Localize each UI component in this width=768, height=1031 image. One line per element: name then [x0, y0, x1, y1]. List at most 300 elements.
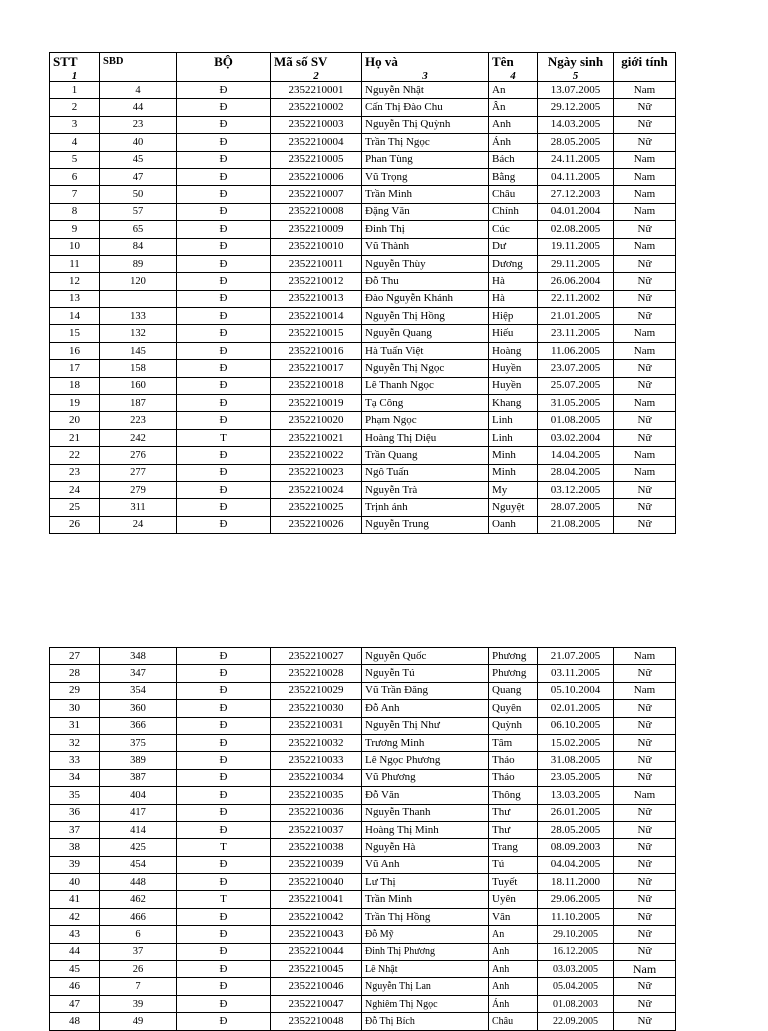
cell-bo: T [177, 839, 271, 856]
cell-ho-va: Đỗ Anh [362, 700, 489, 717]
cell-bo: Đ [177, 221, 271, 238]
cell-sbd: 23 [100, 116, 177, 133]
header-ho-va: Họ và [362, 53, 489, 71]
cell-ten: Bách [489, 151, 538, 168]
cell-ma-so-sv: 2352210001 [271, 82, 362, 99]
cell-gioi-tinh: Nam [614, 82, 676, 99]
cell-ngay-sinh: 29.10.2005 [538, 926, 614, 943]
cell-bo: Đ [177, 734, 271, 751]
cell-ngay-sinh: 14.03.2005 [538, 116, 614, 133]
cell-ho-va: Nguyễn Thùy [362, 255, 489, 272]
cell-stt: 18 [50, 377, 100, 394]
cell-gioi-tinh: Nữ [614, 926, 676, 943]
cell-stt: 30 [50, 700, 100, 717]
table-row [50, 874, 676, 891]
cell-gioi-tinh: Nữ [614, 516, 676, 533]
table-row [50, 717, 676, 734]
cell-bo: Đ [177, 464, 271, 481]
cell-ho-va: Trần Quang [362, 447, 489, 464]
cell-ngay-sinh: 21.08.2005 [538, 516, 614, 533]
cell-ngay-sinh: 27.12.2003 [538, 186, 614, 203]
cell-sbd: 425 [100, 839, 177, 856]
cell-ho-va: Đỗ Văn [362, 787, 489, 804]
cell-ngay-sinh: 26.06.2004 [538, 273, 614, 290]
cell-ten: Phương [489, 648, 538, 665]
cell-ten: Uyên [489, 891, 538, 908]
table-row [50, 447, 676, 464]
table-row [50, 787, 676, 804]
student-table-page-2 [49, 647, 676, 1031]
cell-ten: Thông [489, 787, 538, 804]
table-row [50, 752, 676, 769]
cell-ho-va: Vũ Thành [362, 238, 489, 255]
cell-ma-so-sv: 2352210007 [271, 186, 362, 203]
column-number-ten: 4 [489, 70, 538, 82]
cell-ho-va: Trần Minh [362, 186, 489, 203]
cell-stt: 15 [50, 325, 100, 342]
cell-gioi-tinh: Nữ [614, 874, 676, 891]
cell-stt: 48 [50, 1013, 100, 1030]
cell-bo: Đ [177, 769, 271, 786]
cell-sbd: 387 [100, 769, 177, 786]
cell-ten: Linh [489, 429, 538, 446]
cell-ma-so-sv: 2352210037 [271, 821, 362, 838]
cell-bo: Đ [177, 168, 271, 185]
header-row [50, 53, 676, 71]
cell-stt: 29 [50, 682, 100, 699]
cell-ma-so-sv: 2352210028 [271, 665, 362, 682]
table-row [50, 273, 676, 290]
cell-gioi-tinh: Nam [614, 447, 676, 464]
cell-ho-va: Trần Minh [362, 891, 489, 908]
cell-sbd: 276 [100, 447, 177, 464]
cell-gioi-tinh: Nữ [614, 273, 676, 290]
cell-ma-so-sv: 2352210041 [271, 891, 362, 908]
cell-bo: Đ [177, 481, 271, 498]
cell-ten: Oanh [489, 516, 538, 533]
cell-ma-so-sv: 2352210025 [271, 499, 362, 516]
cell-ten: Bằng [489, 168, 538, 185]
cell-bo: Đ [177, 1013, 271, 1030]
cell-sbd: 454 [100, 856, 177, 873]
cell-ho-va: Hoàng Thị Diệu [362, 429, 489, 446]
cell-ma-so-sv: 2352210018 [271, 377, 362, 394]
cell-stt: 3 [50, 116, 100, 133]
cell-gioi-tinh: Nữ [614, 308, 676, 325]
cell-bo: Đ [177, 856, 271, 873]
cell-ngay-sinh: 16.12.2005 [538, 943, 614, 960]
cell-ngay-sinh: 03.11.2005 [538, 665, 614, 682]
cell-sbd: 49 [100, 1013, 177, 1030]
cell-gioi-tinh: Nữ [614, 665, 676, 682]
cell-gioi-tinh: Nữ [614, 734, 676, 751]
cell-ngay-sinh: 24.11.2005 [538, 151, 614, 168]
cell-stt: 23 [50, 464, 100, 481]
cell-sbd: 448 [100, 874, 177, 891]
cell-stt: 4 [50, 134, 100, 151]
cell-sbd: 466 [100, 908, 177, 925]
cell-bo: Đ [177, 499, 271, 516]
cell-ngay-sinh: 04.11.2005 [538, 168, 614, 185]
cell-gioi-tinh: Nam [614, 787, 676, 804]
table-row [50, 82, 676, 99]
cell-ma-so-sv: 2352210048 [271, 1013, 362, 1030]
cell-ma-so-sv: 2352210036 [271, 804, 362, 821]
cell-ma-so-sv: 2352210019 [271, 395, 362, 412]
table-row [50, 516, 676, 533]
cell-ma-so-sv: 2352210014 [271, 308, 362, 325]
cell-bo: Đ [177, 203, 271, 220]
cell-sbd: 414 [100, 821, 177, 838]
cell-ho-va: Vũ Phương [362, 769, 489, 786]
cell-gioi-tinh: Nữ [614, 290, 676, 307]
cell-bo: Đ [177, 700, 271, 717]
header-stt: STT [50, 53, 100, 71]
cell-sbd: 242 [100, 429, 177, 446]
cell-ma-so-sv: 2352210042 [271, 908, 362, 925]
cell-bo: Đ [177, 995, 271, 1012]
header-ngay-sinh: Ngày sinh [538, 53, 614, 71]
table-row [50, 995, 676, 1012]
table-row [50, 290, 676, 307]
cell-ten: Minh [489, 447, 538, 464]
cell-sbd [100, 290, 177, 307]
cell-ten: Anh [489, 961, 538, 978]
cell-ten: Thảo [489, 769, 538, 786]
cell-gioi-tinh: Nam [614, 648, 676, 665]
column-number-ho-va: 3 [362, 70, 489, 82]
cell-ho-va: Hoàng Thị Minh [362, 821, 489, 838]
cell-ma-so-sv: 2352210015 [271, 325, 362, 342]
cell-ho-va: Trần Thị Ngọc [362, 134, 489, 151]
cell-ma-so-sv: 2352210006 [271, 168, 362, 185]
cell-ten: Ánh [489, 995, 538, 1012]
table-row [50, 151, 676, 168]
table-row [50, 360, 676, 377]
cell-ngay-sinh: 26.01.2005 [538, 804, 614, 821]
cell-ngay-sinh: 21.07.2005 [538, 648, 614, 665]
header-bo: BỘ [177, 53, 271, 71]
column-number-bo [177, 70, 271, 82]
cell-ma-so-sv: 2352210020 [271, 412, 362, 429]
cell-bo: Đ [177, 447, 271, 464]
cell-ngay-sinh: 02.08.2005 [538, 221, 614, 238]
cell-ten: Châu [489, 186, 538, 203]
cell-stt: 19 [50, 395, 100, 412]
cell-sbd: 89 [100, 255, 177, 272]
cell-sbd: 158 [100, 360, 177, 377]
cell-ho-va: Đào Nguyễn Khánh [362, 290, 489, 307]
cell-ten: Minh [489, 464, 538, 481]
cell-bo: Đ [177, 821, 271, 838]
cell-bo: Đ [177, 151, 271, 168]
cell-sbd: 6 [100, 926, 177, 943]
cell-ho-va: Đỗ Thu [362, 273, 489, 290]
cell-ten: Huyền [489, 360, 538, 377]
table-row [50, 116, 676, 133]
cell-ngay-sinh: 03.02.2004 [538, 429, 614, 446]
cell-gioi-tinh: Nữ [614, 995, 676, 1012]
cell-sbd: 4 [100, 82, 177, 99]
cell-gioi-tinh: Nữ [614, 499, 676, 516]
cell-bo: Đ [177, 943, 271, 960]
cell-bo: Đ [177, 752, 271, 769]
cell-stt: 41 [50, 891, 100, 908]
cell-ho-va: Đỗ Mỹ [362, 926, 489, 943]
cell-stt: 10 [50, 238, 100, 255]
cell-gioi-tinh: Nữ [614, 412, 676, 429]
table-row [50, 804, 676, 821]
cell-ten: Thư [489, 821, 538, 838]
cell-stt: 12 [50, 273, 100, 290]
cell-ten: My [489, 481, 538, 498]
cell-bo: Đ [177, 412, 271, 429]
cell-bo: T [177, 429, 271, 446]
cell-stt: 39 [50, 856, 100, 873]
cell-ngay-sinh: 08.09.2003 [538, 839, 614, 856]
cell-stt: 22 [50, 447, 100, 464]
cell-sbd: 24 [100, 516, 177, 533]
cell-sbd: 40 [100, 134, 177, 151]
cell-ngay-sinh: 18.11.2000 [538, 874, 614, 891]
cell-sbd: 347 [100, 665, 177, 682]
cell-ten: Hoàng [489, 342, 538, 359]
table-header [50, 53, 676, 82]
cell-stt: 14 [50, 308, 100, 325]
cell-stt: 28 [50, 665, 100, 682]
cell-bo: Đ [177, 325, 271, 342]
cell-ma-so-sv: 2352210011 [271, 255, 362, 272]
cell-stt: 42 [50, 908, 100, 925]
cell-bo: Đ [177, 665, 271, 682]
cell-ngay-sinh: 13.03.2005 [538, 787, 614, 804]
cell-ten: Tuyết [489, 874, 538, 891]
cell-sbd: 37 [100, 943, 177, 960]
cell-bo: Đ [177, 273, 271, 290]
cell-ma-so-sv: 2352210021 [271, 429, 362, 446]
student-table-page-1 [49, 52, 676, 534]
table-row [50, 700, 676, 717]
cell-ma-so-sv: 2352210016 [271, 342, 362, 359]
cell-gioi-tinh: Nữ [614, 255, 676, 272]
table-row [50, 856, 676, 873]
cell-ngay-sinh: 29.11.2005 [538, 255, 614, 272]
cell-sbd: 47 [100, 168, 177, 185]
cell-ten: Quỳnh [489, 717, 538, 734]
cell-stt: 47 [50, 995, 100, 1012]
cell-ngay-sinh: 02.01.2005 [538, 700, 614, 717]
table-row [50, 978, 676, 995]
header-gioi-tinh: giới tính [614, 53, 676, 71]
cell-ma-so-sv: 2352210023 [271, 464, 362, 481]
cell-gioi-tinh: Nữ [614, 821, 676, 838]
column-number-stt: 1 [50, 70, 100, 82]
cell-ten: Vân [489, 908, 538, 925]
cell-sbd: 50 [100, 186, 177, 203]
cell-bo: Đ [177, 961, 271, 978]
cell-gioi-tinh: Nữ [614, 856, 676, 873]
cell-ten: Khang [489, 395, 538, 412]
cell-ten: Hiếu [489, 325, 538, 342]
cell-gioi-tinh: Nam [614, 168, 676, 185]
cell-ma-so-sv: 2352210012 [271, 273, 362, 290]
cell-gioi-tinh: Nữ [614, 978, 676, 995]
cell-gioi-tinh: Nữ [614, 700, 676, 717]
cell-ngay-sinh: 22.09.2005 [538, 1013, 614, 1030]
cell-ho-va: Đỗ Thị Bích [362, 1013, 489, 1030]
cell-gioi-tinh: Nữ [614, 116, 676, 133]
cell-ho-va: Nguyễn Quốc [362, 648, 489, 665]
cell-ngay-sinh: 04.01.2004 [538, 203, 614, 220]
cell-sbd: 39 [100, 995, 177, 1012]
cell-ho-va: Nguyễn Thị Quỳnh [362, 116, 489, 133]
cell-ho-va: Nguyễn Nhật [362, 82, 489, 99]
table-row [50, 342, 676, 359]
cell-gioi-tinh: Nữ [614, 839, 676, 856]
cell-ngay-sinh: 28.04.2005 [538, 464, 614, 481]
cell-ma-so-sv: 2352210029 [271, 682, 362, 699]
cell-ten: Dương [489, 255, 538, 272]
table-row [50, 377, 676, 394]
cell-ma-so-sv: 2352210008 [271, 203, 362, 220]
cell-sbd: 348 [100, 648, 177, 665]
cell-gioi-tinh: Nam [614, 151, 676, 168]
cell-stt: 8 [50, 203, 100, 220]
cell-sbd: 311 [100, 499, 177, 516]
cell-bo: Đ [177, 308, 271, 325]
cell-stt: 36 [50, 804, 100, 821]
cell-ten: Dư [489, 238, 538, 255]
header-ten: Tên [489, 53, 538, 71]
table-row [50, 203, 676, 220]
cell-ho-va: Nguyễn Thị Lan [362, 978, 489, 995]
cell-bo: Đ [177, 238, 271, 255]
cell-ngay-sinh: 01.08.2005 [538, 412, 614, 429]
cell-ngay-sinh: 23.11.2005 [538, 325, 614, 342]
cell-stt: 46 [50, 978, 100, 995]
cell-sbd: 417 [100, 804, 177, 821]
table-row [50, 839, 676, 856]
cell-ngay-sinh: 23.05.2005 [538, 769, 614, 786]
cell-ho-va: Phạm Ngọc [362, 412, 489, 429]
cell-sbd: 462 [100, 891, 177, 908]
cell-gioi-tinh: Nữ [614, 752, 676, 769]
cell-sbd: 133 [100, 308, 177, 325]
cell-bo: Đ [177, 804, 271, 821]
cell-gioi-tinh: Nữ [614, 429, 676, 446]
cell-ten: Huyền [489, 377, 538, 394]
column-number-sbd [100, 70, 177, 82]
cell-ngay-sinh: 19.11.2005 [538, 238, 614, 255]
cell-ho-va: Nguyễn Hà [362, 839, 489, 856]
cell-stt: 24 [50, 481, 100, 498]
cell-ma-so-sv: 2352210010 [271, 238, 362, 255]
cell-sbd: 26 [100, 961, 177, 978]
cell-gioi-tinh: Nam [614, 395, 676, 412]
cell-ma-so-sv: 2352210002 [271, 99, 362, 116]
cell-stt: 31 [50, 717, 100, 734]
cell-sbd: 57 [100, 203, 177, 220]
cell-ma-so-sv: 2352210031 [271, 717, 362, 734]
cell-stt: 5 [50, 151, 100, 168]
cell-ngay-sinh: 21.01.2005 [538, 308, 614, 325]
cell-bo: T [177, 891, 271, 908]
cell-gioi-tinh: Nam [614, 682, 676, 699]
cell-ho-va: Trần Thị Hồng [362, 908, 489, 925]
cell-bo: Đ [177, 134, 271, 151]
cell-gioi-tinh: Nam [614, 238, 676, 255]
cell-stt: 6 [50, 168, 100, 185]
cell-ngay-sinh: 15.02.2005 [538, 734, 614, 751]
cell-gioi-tinh: Nam [614, 342, 676, 359]
table-row [50, 961, 676, 978]
cell-ma-so-sv: 2352210027 [271, 648, 362, 665]
cell-ngay-sinh: 28.05.2005 [538, 821, 614, 838]
table-row [50, 682, 676, 699]
cell-ngay-sinh: 03.03.2005 [538, 961, 614, 978]
cell-gioi-tinh: Nữ [614, 804, 676, 821]
cell-ngay-sinh: 03.12.2005 [538, 481, 614, 498]
cell-ten: Chính [489, 203, 538, 220]
cell-bo: Đ [177, 82, 271, 99]
cell-stt: 32 [50, 734, 100, 751]
cell-stt: 35 [50, 787, 100, 804]
cell-ma-so-sv: 2352210004 [271, 134, 362, 151]
cell-bo: Đ [177, 342, 271, 359]
table-row [50, 481, 676, 498]
cell-sbd: 145 [100, 342, 177, 359]
cell-ngay-sinh: 28.05.2005 [538, 134, 614, 151]
cell-ma-so-sv: 2352210035 [271, 787, 362, 804]
cell-gioi-tinh: Nam [614, 203, 676, 220]
cell-ten: Anh [489, 116, 538, 133]
cell-ho-va: Lê Ngọc Phương [362, 752, 489, 769]
cell-ho-va: Vũ Trọng [362, 168, 489, 185]
cell-ngay-sinh: 31.08.2005 [538, 752, 614, 769]
table-row [50, 308, 676, 325]
cell-ten: Anh [489, 943, 538, 960]
cell-bo: Đ [177, 717, 271, 734]
cell-stt: 13 [50, 290, 100, 307]
cell-ten: Tâm [489, 734, 538, 751]
cell-gioi-tinh: Nữ [614, 908, 676, 925]
table-row [50, 429, 676, 446]
table-row [50, 186, 676, 203]
cell-stt: 21 [50, 429, 100, 446]
cell-sbd: 389 [100, 752, 177, 769]
cell-ho-va: Nguyễn Thị Như [362, 717, 489, 734]
cell-ma-so-sv: 2352210047 [271, 995, 362, 1012]
cell-bo: Đ [177, 926, 271, 943]
table-row [50, 168, 676, 185]
cell-ho-va: Phan Tùng [362, 151, 489, 168]
cell-bo: Đ [177, 360, 271, 377]
header-sbd: SBD [100, 53, 177, 71]
cell-ten: Hà [489, 290, 538, 307]
cell-bo: Đ [177, 682, 271, 699]
cell-bo: Đ [177, 787, 271, 804]
table-row [50, 769, 676, 786]
cell-sbd: 120 [100, 273, 177, 290]
cell-gioi-tinh: Nữ [614, 769, 676, 786]
cell-ngay-sinh: 28.07.2005 [538, 499, 614, 516]
cell-stt: 33 [50, 752, 100, 769]
cell-stt: 16 [50, 342, 100, 359]
cell-ten: An [489, 82, 538, 99]
cell-stt: 44 [50, 943, 100, 960]
cell-gioi-tinh: Nữ [614, 943, 676, 960]
column-number-ma-so-sv: 2 [271, 70, 362, 82]
